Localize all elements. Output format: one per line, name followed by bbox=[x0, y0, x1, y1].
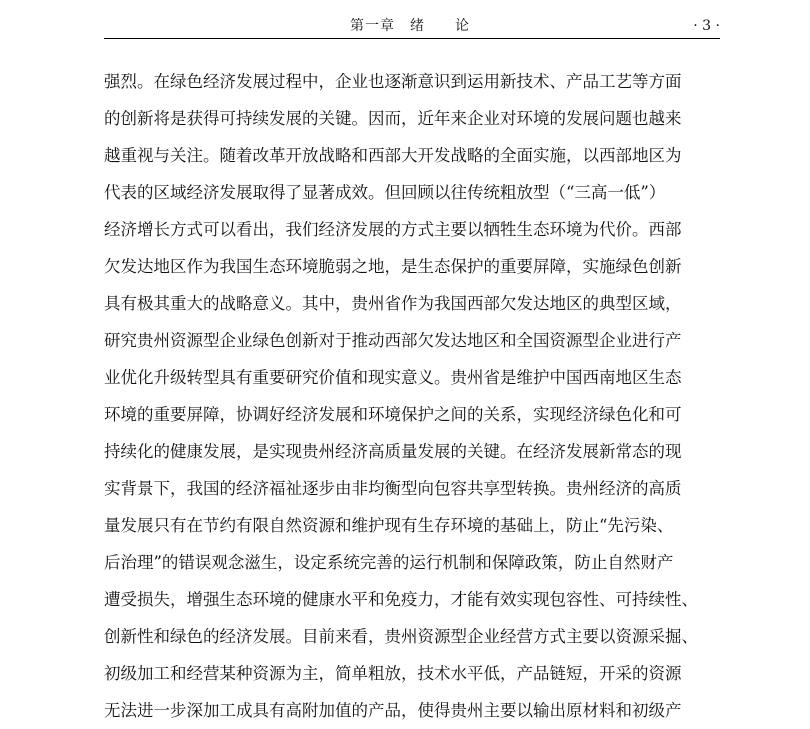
text-line: 研究贵州资源型企业绿色创新对于推动西部欠发达地区和全国资源型企业进行产 bbox=[104, 331, 682, 350]
text-line: 具有极其重大的战略意义。其中，贵州省作为我国西部欠发达地区的典型区域， bbox=[104, 294, 682, 313]
page-header bbox=[104, 16, 720, 36]
body-text bbox=[104, 63, 720, 729]
text-line: 量发展只有在节约有限自然资源和维护现有生存环境的基础上，防止“先污染、 bbox=[104, 516, 674, 535]
text-line: 遭受损失，增强生态环境的健康水平和免疫力，才能有效实现包容性、可持续性、 bbox=[104, 590, 698, 609]
chapter-title: 第一章 绪 论 bbox=[350, 18, 470, 34]
text-line: 初级加工和经营某种资源为主，简单粗放，技术水平低，产品链短，开采的资源 bbox=[104, 664, 682, 683]
text-line: 后治理”的错误观念滋生，设定系统完善的运行机制和保障政策，防止自然财产 bbox=[104, 553, 674, 572]
text-line: 创新性和绿色的经济发展。目前来看，贵州资源型企业经营方式主要以资源采掘、 bbox=[104, 627, 698, 646]
text-line: 环境的重要屏障，协调好经济发展和环境保护之间的关系，实现经济绿色化和可 bbox=[104, 405, 682, 424]
text-line: 欠发达地区作为我国生态环境脆弱之地，是生态保护的重要屏障，实施绿色创新 bbox=[104, 257, 682, 276]
text-line: 强烈。在绿色经济发展过程中，企业也逐渐意识到运用新技术、产品工艺等方面 bbox=[104, 72, 682, 91]
text-line: 代表的区域经济发展取得了显著成效。但回顾以往传统粗放型（“三高一低”） bbox=[104, 183, 666, 202]
page-number: · 3 · bbox=[693, 18, 720, 34]
text-line: 实背景下，我国的经济福祉逐步由非均衡型向包容共享型转换。贵州经济的高质 bbox=[104, 479, 682, 498]
text-line: 经济增长方式可以看出，我们经济发展的方式主要以牺牲生态环境为代价。西部 bbox=[104, 220, 682, 239]
text-line: 业优化升级转型具有重要研究价值和现实意义。贵州省是维护中国西南地区生态 bbox=[104, 368, 682, 387]
header-rule bbox=[104, 38, 720, 39]
text-line: 的创新将是获得可持续发展的关键。因而，近年来企业对环境的发展问题也越来 bbox=[104, 109, 682, 128]
text-line: 无法进一步深加工成具有高附加值的产品，使得贵州主要以输出原材料和初级产 bbox=[104, 701, 682, 720]
text-line: 越重视与关注。随着改革开放战略和西部大开发战略的全面实施，以西部地区为 bbox=[104, 146, 682, 165]
text-line: 持续化的健康发展，是实现贵州经济高质量发展的关键。在经济发展新常态的现 bbox=[104, 442, 682, 461]
